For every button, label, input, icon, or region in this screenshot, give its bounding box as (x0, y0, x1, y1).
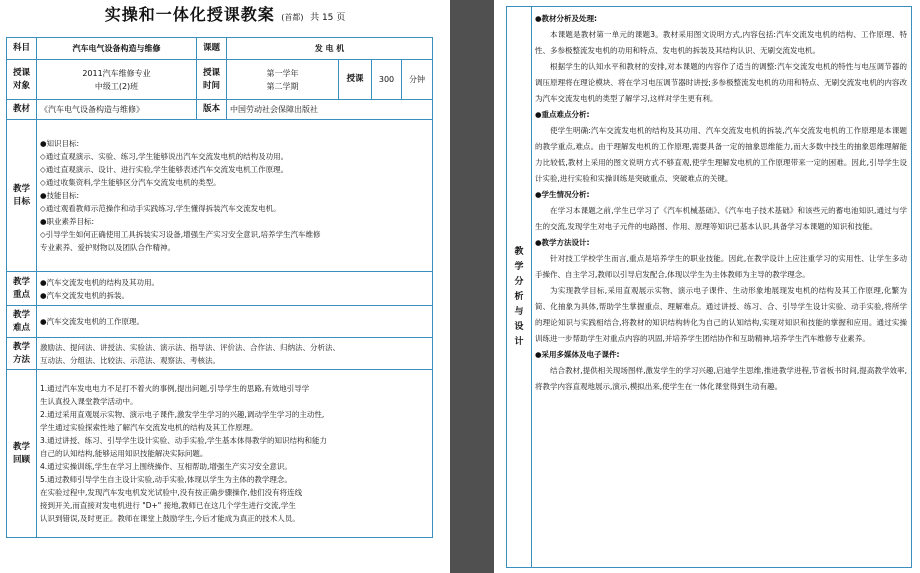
section-paragraph: 在学习本课题之前,学生已学习了《汽车机械基础》、《汽车电子技术基础》和该些元的蓄电池知识,通过与学生的交流,发现学生对电子元件的电路图、作用、原理等知识已基本认识,具备学习本课题的知识和技能。 (535, 206, 907, 231)
difficult-point: ●汽车交流发电机的工作原理。 (40, 317, 145, 326)
page-gap (450, 0, 494, 573)
key-point: ●汽车交流发电机的拆装。 (40, 290, 130, 300)
section-paragraph: 针对技工学校学生而言,重点是培养学生的职业技能。因此,在教学设计上应注重学习的实用性、让学生多动手操作、自主学习,教师以引导启发配合,体现以学生为主体教师为主导的教学理念。 (535, 254, 907, 279)
method-row (7, 338, 433, 370)
page-count: 共 15 页 (310, 13, 346, 23)
section-paragraph: 本课题是教材第一单元的课题3。教材采用图文说明方式,内容包括:汽车交流发电机的结构、工作原理、特性、多参极整流发电机的功用和特点、发电机的拆装及其结构认识、无刷交流发电机。 (535, 30, 907, 55)
textbook-value: 《汽车电气设备构造与维修》 (37, 100, 197, 120)
review-line: 1.通过汽车发电电力不足打不着火的事例,提出问题,引导学生的思路,有效地引导学 (40, 384, 310, 393)
analysis-side-label: 教学分析与设计 (514, 247, 524, 347)
goal-line: ◇通过收集资料,学生能够区分汽车交流发电机的类型。 (40, 178, 221, 187)
edition-label: 版本 (197, 100, 227, 120)
hours-label: 授课 (339, 60, 372, 100)
goal-line: ◇通过观看教师示范操作和动手实践练习,学生懂得拆装汽车交流发电机。 (40, 204, 281, 213)
target-value (37, 60, 197, 100)
review-label: 教学回顾 (7, 370, 37, 538)
goal-line: ●技能目标: (40, 191, 80, 200)
textbook-label: 教材 (7, 100, 37, 120)
goal-line: ●职业素养目标: (40, 217, 95, 226)
method-line: 互动法、分组法、比较法、示范法、观察法、考核法。 (40, 355, 220, 365)
lesson-plan-table (6, 37, 433, 538)
key-row (7, 272, 433, 306)
section-paragraph: 使学生明确:汽车交流发电机的结构及其功用、汽车交流发电机的拆装,汽车交流发电机的工作原理是本课题的教学重点,难点。由于理解发电机的工作原理,需要具备一定的抽象思维能力,而大多数中技生的抽象思维理解能力比较低,教材上采用的图文说明方式不够直观,使学生理解发电机的工作原理带来一定的困难。因此,引导学生设计实验,进行实验和实操训练是突破重点、突破难点的关键。 (535, 126, 907, 183)
review-line: 认识到错误,及时更正。教师在课堂上鼓励学生,今后才能成为真正的技术人员。 (40, 514, 300, 523)
difficult-row (7, 306, 433, 338)
title-note: (首都) (281, 13, 304, 22)
goals-row (7, 120, 433, 272)
review-line: 在实验过程中,发现汽车发电机发光试验中,没有按正确步骤操作,他们没有将连线 (40, 488, 303, 497)
left-page (0, 0, 450, 573)
goal-line: 专业素养、爱护财物以及团队合作精神。 (40, 243, 175, 252)
hours-value: 300 (372, 60, 402, 100)
section-heading: ●采用多媒体及电子课件: (535, 350, 620, 359)
target-value-line1: 2011汽车维修专业 (82, 68, 151, 78)
key-label: 教学重点 (7, 272, 37, 306)
course-value: 汽车电气设备构造与维修 (37, 38, 197, 60)
section-paragraph: 根据学生的认知水平和教材的安排,对本课题的内容作了适当的调整:汽车交流发电机的特性与电压调节器的调压原理将在理论模块、将在学习电压调节器时讲授;多参极整流发电机的功用和特点、无刷交流发电机的内容改为汽车交流发电机的类型了解学习,这样对学生更有利。 (535, 62, 907, 103)
goal-line: ◇通过直观演示、设计、进行实验,学生能够表述汽车交流发电机工作原理。 (40, 165, 289, 174)
time-value-line1: 第一学年 (266, 68, 299, 78)
review-row (7, 370, 433, 538)
document-title: 实操和一体化授课教案 (104, 5, 275, 24)
method-label: 教学方法 (7, 338, 37, 370)
method-content (37, 338, 433, 370)
document-header (0, 2, 450, 32)
method-line: 激励法、提问法、讲授法、实验法、演示法、指导法、评价法、合作法、归纳法、分析法、 (40, 342, 340, 352)
review-line: 学生通过实验探索性地了解汽车交流发电机的结构及其工作原理。 (40, 423, 258, 432)
goal-line: ◇通过直观演示、实验、练习,学生能够说出汽车交流发电机的结构及功用。 (40, 152, 289, 161)
goals-label: 教学目标 (7, 120, 37, 272)
edition-value: 中国劳动社会保障出版社 (227, 100, 433, 120)
right-page (494, 0, 920, 573)
goal-line: ●知识目标: (40, 139, 80, 148)
review-line: 自己的认知结构,能够运用知识技能解决实际问题。 (40, 449, 208, 458)
time-value (227, 60, 339, 100)
goal-line: ◇引导学生如何正确使用工具拆装实习设备,增强生产实习安全意识,培养学生汽车维修 (40, 230, 321, 239)
key-point: ●汽车交流发电机的结构及其功用。 (40, 277, 160, 287)
minutes-label: 分钟 (402, 60, 433, 100)
section-heading: ●学生情况分析: (535, 190, 590, 199)
review-line: 3.通过讲授、练习、引导学生设计实验、动手实验,学生基本体得教学的知识结构和能力 (40, 436, 328, 445)
difficult-label: 教学难点 (7, 306, 37, 338)
section-paragraph: 为实现教学目标,采用直观展示实物、演示电子课件、生动形象地展现发电机的结构及其工作原理,化繁为简、化抽象为具体,帮助学生掌握重点、理解难点。通过讲授、练习、合、引导学生设计实验、动手实验,将所学的理论知识与实践相结合,将教材的知识结构转化为自己的认知结构,实现对知识和技能的掌握和应用。通过实操训练进一步帮助学生对重点内容的巩固,并培养学生团结协作和互助精神,培养学生汽车维修专业素养。 (535, 286, 907, 343)
analysis-content (535, 11, 907, 395)
analysis-table (506, 6, 912, 568)
course-row (7, 38, 433, 60)
topic-label: 课题 (197, 38, 227, 60)
section-heading: ●重点难点分析: (535, 110, 590, 119)
course-label: 科目 (7, 38, 37, 60)
review-line: 接到开关,而直接对发电机进行 "D+" 接地,教师已在这几个学生进行交流,学生 (40, 501, 296, 510)
section-heading: ●教学方法设计: (535, 238, 590, 247)
review-line: 2.通过采用直观展示实物、演示电子课件,激发学生学习的兴趣,调动学生学习的主动性, (40, 410, 325, 419)
time-value-line2: 第二学期 (266, 81, 299, 91)
review-content (37, 370, 433, 538)
target-value-line2: 中级工(2)班 (94, 81, 139, 91)
goals-content (37, 120, 433, 272)
analysis-side-cell (507, 7, 532, 567)
time-label: 授课时间 (197, 60, 227, 100)
textbook-row (7, 100, 433, 120)
key-content (37, 272, 433, 306)
review-line: 生认真投入课堂教学活动中。 (40, 397, 138, 406)
section-heading: ●教材分析及处理: (535, 14, 598, 23)
review-line: 5.通过教师引导学生自主设计实验,动手实验,体现以学生为主体的教学理念。 (40, 475, 292, 484)
target-row (7, 60, 433, 100)
difficult-content (37, 306, 433, 338)
review-line: 4.通过实操训练,学生在学习上围绕操作、互相帮助,增强生产实习安全意识。 (40, 462, 292, 471)
section-paragraph: 结合教材,提供相关现场图样,激发学生的学习兴趣,启迪学生思维,推进教学进程,节省板书时间,提高教学效率,将教学内容直观地展示,演示,模拟出来,使学生在一体化课堂得到生动有趣。 (535, 366, 907, 391)
topic-value: 发 电 机 (227, 38, 433, 60)
target-label: 授课对象 (7, 60, 37, 100)
